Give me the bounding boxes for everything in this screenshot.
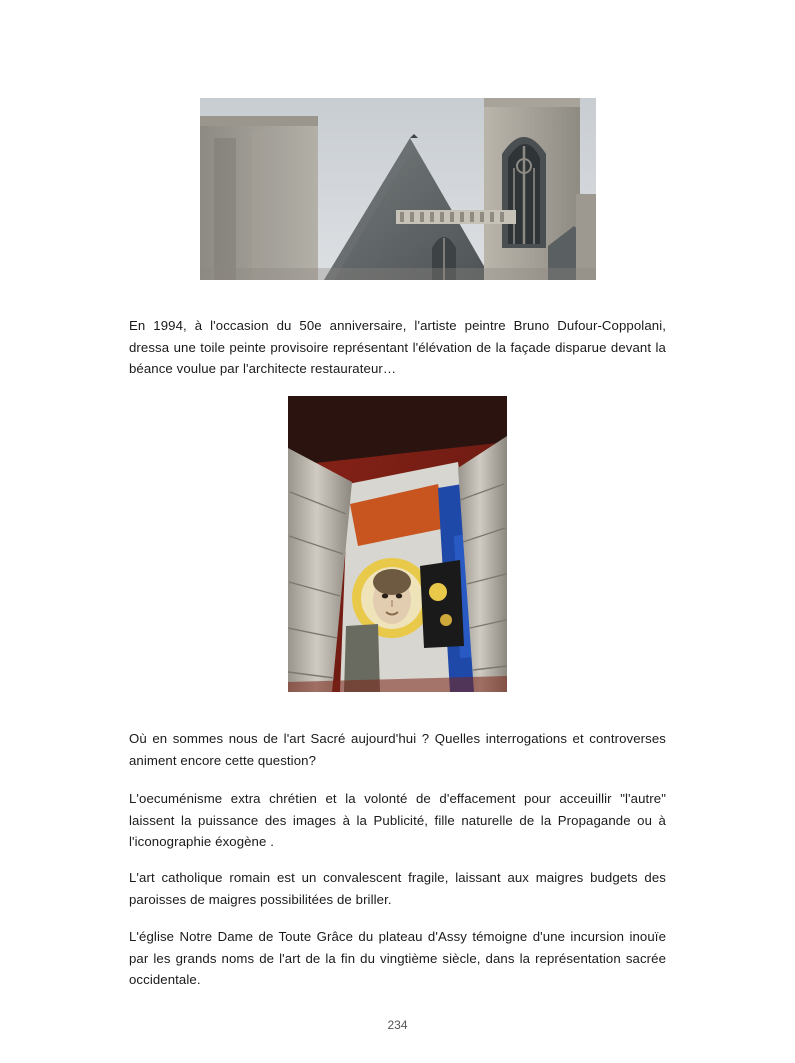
- page-number: 234: [387, 1018, 408, 1032]
- paragraph-question: Où en sommes nous de l'art Sacré aujourd'hui ? Quelles interrogations et controverses animent encore cette question?: [129, 731, 666, 768]
- paragraph-assy: L'église Notre Dame de Toute Grâce du plateau d'Assy témoigne d'une incursion inouïe par les grands noms de l'art de la fin du vingtième siècle, dans la représentation sacrée occidentale.: [129, 929, 666, 987]
- paragraph-art-catholique: L'art catholique romain est un convalescent fragile, laissant aux maigres budgets des paroisses de maigres possibilitées de briller.: [129, 870, 666, 907]
- paragraph-oecumenisme: L'oecuménisme extra chrétien et la volonté de d'effacement pour acceuillir "l'autre" laissent la puissance des images à la Publicité, fille naturelle de la Propagande ou à l'iconographie éxogène .: [129, 791, 666, 849]
- cathedral-facade-illustration: [200, 98, 596, 280]
- paragraph-intro: En 1994, à l'occasion du 50e anniversaire, l'artiste peintre Bruno Dufour-Coppolani, dressa une toile peinte provisoire représentant l'élévation de la façade disparue devant la béance voulue par l'architecte restaurateur…: [129, 318, 666, 376]
- cathedral-facade-photo: [200, 98, 596, 280]
- mosaic-illustration: [288, 396, 507, 692]
- mosaic-christ-photo: [288, 396, 507, 692]
